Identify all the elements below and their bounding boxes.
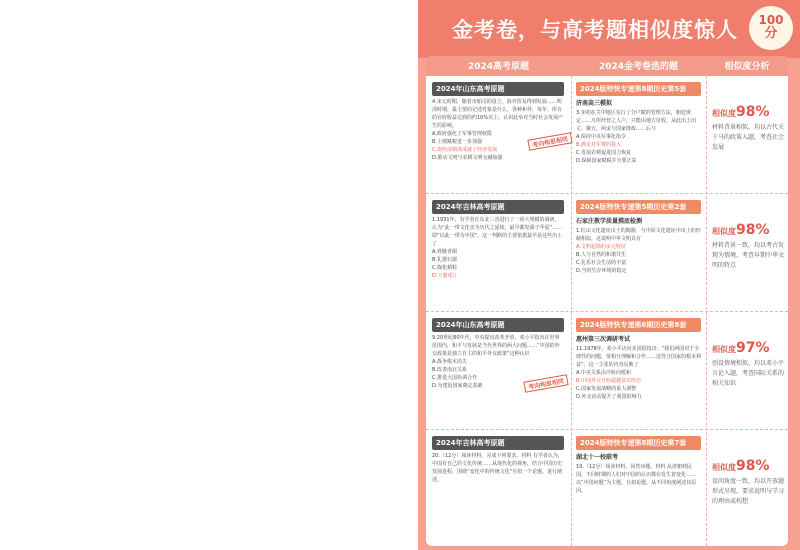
stamp-number: 100 — [758, 13, 784, 27]
exam-question-text: 20.（12分）阅读材料，完成下列要求。材料 有学者认为，中国有自己的文化传统……从现代化的视角，结合中国历史发展进程，围绕“变化中的传统文化”自拟一个论题，进行阐述。 — [432, 453, 563, 483]
gold-source-tag: 2024版特快专递第5期历史第2套 — [576, 200, 701, 214]
gold-question-text: 11.1978年，邓小平访问美国时指出：“我们两国对于全球性的问题，要相互理解和合作……这符合国家的根本利益”，这一主张的内容反映了 — [576, 346, 701, 368]
similarity-value: 97% — [736, 340, 770, 356]
gold-exam-name: 湖北十一校联考 — [576, 454, 619, 461]
gold-exam-name: 济南高三模拟 — [576, 100, 613, 107]
header-gold-selected: 2024金考卷选的题 — [598, 62, 679, 72]
exam-question-text: 1.1931年，有学者在东北三省进行了一项大规模的调研，认为“此一带文化实为历代之延续，最早都发源于华夏”……即“以此一带为中国”，这一判断的主要依据最早是这些出土了 — [432, 217, 563, 247]
similarity-heading — [712, 458, 784, 474]
table-row — [426, 430, 788, 546]
table-row — [426, 194, 788, 312]
similarity-analysis: 材料背景相似，均以古代关于马的政策入题，考查社会发展 — [712, 124, 784, 151]
similarity-cell — [712, 436, 784, 540]
gold-question-cell — [576, 82, 701, 187]
gold-exam-name: 惠州第三次调研考试 — [576, 336, 631, 343]
banner-title: 金考卷，与高考题相似度惊人 — [452, 18, 738, 42]
gold-question-text: 3.宋初在关中地区实行了分户赋的管理方法，朝廷规定……凡所经营之人户，只能由地方征收，从此出土田丈、聚五，两宋与国家财政……后与 — [576, 110, 697, 132]
table-header — [426, 56, 788, 76]
similarity-heading — [712, 104, 784, 120]
exam-source-tag: 2024年山东高考原题 — [432, 82, 564, 96]
header-similarity-analysis: 相似度分析 — [724, 62, 770, 72]
gold-exam-name: 石家庄教学质量摸底检测 — [576, 218, 643, 225]
exam-option: C.陶化稻粒 — [432, 265, 458, 271]
approach-stamp: 考向构思相同 — [523, 374, 568, 392]
approach-stamp: 考向构思相同 — [527, 132, 572, 150]
similarity-label: 相似度 — [712, 109, 736, 118]
exam-option: A.战争根本消失 — [432, 359, 467, 365]
gold-option: A.中美关系由冷转向缓和 — [576, 370, 631, 376]
gold-option: C.礼乐社会生活的丰富 — [576, 260, 627, 266]
exam-source-tag: 2024年吉林高考原题 — [432, 200, 564, 214]
exam-option: B.改善南北关系 — [432, 367, 468, 373]
exam-source-tag: 2024年山东高考原题 — [432, 318, 564, 332]
similarity-value: 98% — [736, 222, 770, 238]
gold-option: D.外交活动提升了我国影响力 — [576, 394, 642, 400]
exam-option: B.礼器石器 — [432, 257, 458, 263]
exam-source-tag: 2024年吉林高考原题 — [432, 436, 564, 450]
exam-option: D.推动文明与农耕文明交融加强 — [432, 155, 503, 161]
similarity-label: 相似度 — [712, 345, 736, 354]
similarity-analysis: 材料背景一致，均以考古发现为情境，考查早期中华文明的特点 — [712, 242, 784, 269]
similarity-cell — [712, 318, 784, 423]
exam-question-text: 4.宋元时期，随着市舶司的设立，海外贸易得到发展……明清时期，最主要的记述对象是什么，各种和外，每年、所有的官府收益达到的约10%以上，认识此举对当时社会发展产生的影响。 — [432, 99, 564, 129]
exam-option: B.上城赋税进一步加强 — [432, 139, 483, 145]
similarity-cell — [712, 200, 784, 305]
exam-option: A.政府强化了军事管理权限 — [432, 131, 492, 137]
gold-option: B.人与自然的和谐共生 — [576, 252, 627, 258]
score-100-stamp-icon — [749, 6, 793, 50]
similarity-value: 98% — [736, 104, 770, 120]
exam-question-cell — [432, 436, 564, 540]
exam-option: C.推进大国协调合作 — [432, 375, 478, 381]
gold-option: C.发展农耕促进国力恢复 — [576, 150, 632, 156]
magazine-page — [418, 0, 800, 550]
gold-option: C.国家发展战略的重大调整 — [576, 386, 637, 392]
stamp-text: 分 — [764, 26, 778, 41]
similarity-label: 相似度 — [712, 463, 736, 472]
table-row — [426, 312, 788, 430]
gold-question-text: 1.红山文化遗址出土的陶器，与中原文化遗址中出土的形制相似，这说明中华文明具有 — [576, 228, 701, 242]
similarity-value: 98% — [736, 458, 770, 474]
exam-question-text: 9.20世纪80年代，中央提出改革开放，邓小平指出在世界范围内，和平与发展是当代世界的两大问题……“中国的外交政策是独立自主的和平外交政策”这种认识 — [432, 335, 560, 357]
exam-option: C.唐经济制度成就了经济发展 — [432, 147, 498, 153]
header-exam-original: 2024高考原题 — [467, 62, 530, 72]
similarity-cell — [712, 82, 784, 187]
gold-option: A.保持中央军事化指令 — [576, 134, 626, 140]
gold-question-text: 19.（12分）阅读材料，回答问题。材料 从清朝到民国，不同时期的人们对中国的认识都在发生着变化……以“中国问题”为主题，自拟论题，从不同角度阐述其原因。 — [576, 464, 697, 494]
similarity-analysis: 创设情境相似，均以邓小平言论入题，考查国际关系的相关知识 — [712, 360, 784, 387]
exam-question-cell — [432, 200, 564, 305]
gold-option: A.文明起源的多元特征 — [576, 244, 626, 250]
gold-question-cell — [576, 436, 701, 540]
table-row — [426, 76, 788, 194]
similarity-label: 相似度 — [712, 227, 736, 236]
gold-option: B.中国外交开始超越意识形态 — [576, 378, 642, 384]
comparison-table — [426, 56, 788, 546]
gold-option: B.满足对军费的投入 — [576, 142, 622, 148]
gold-question-cell — [576, 200, 701, 305]
exam-option: D.玉器成片 — [432, 273, 458, 279]
exam-question-cell — [432, 318, 564, 423]
gold-source-tag: 2024版特快专递第8期历史第5套 — [576, 82, 701, 96]
gold-source-tag: 2024版特快专递第8期历史第7套 — [576, 436, 701, 450]
exam-option: A.骨镞青铜 — [432, 249, 457, 255]
gold-option: D.当时生存环境的稳定 — [576, 268, 627, 274]
gold-question-cell — [576, 318, 701, 423]
exam-option: D.为建设国家奠定基础 — [432, 383, 483, 389]
similarity-heading — [712, 340, 784, 356]
gold-source-tag: 2024版特快专递第6期历史第8套 — [576, 318, 701, 332]
similarity-analysis: 设问角度一致，均以开放题形式呈现，要求说明与学习的理由或构想 — [712, 478, 784, 505]
exam-question-cell — [432, 82, 564, 187]
similarity-heading — [712, 222, 784, 238]
page-banner — [418, 0, 800, 58]
gold-option: D.保障国家赋税并且要正采 — [576, 158, 637, 164]
